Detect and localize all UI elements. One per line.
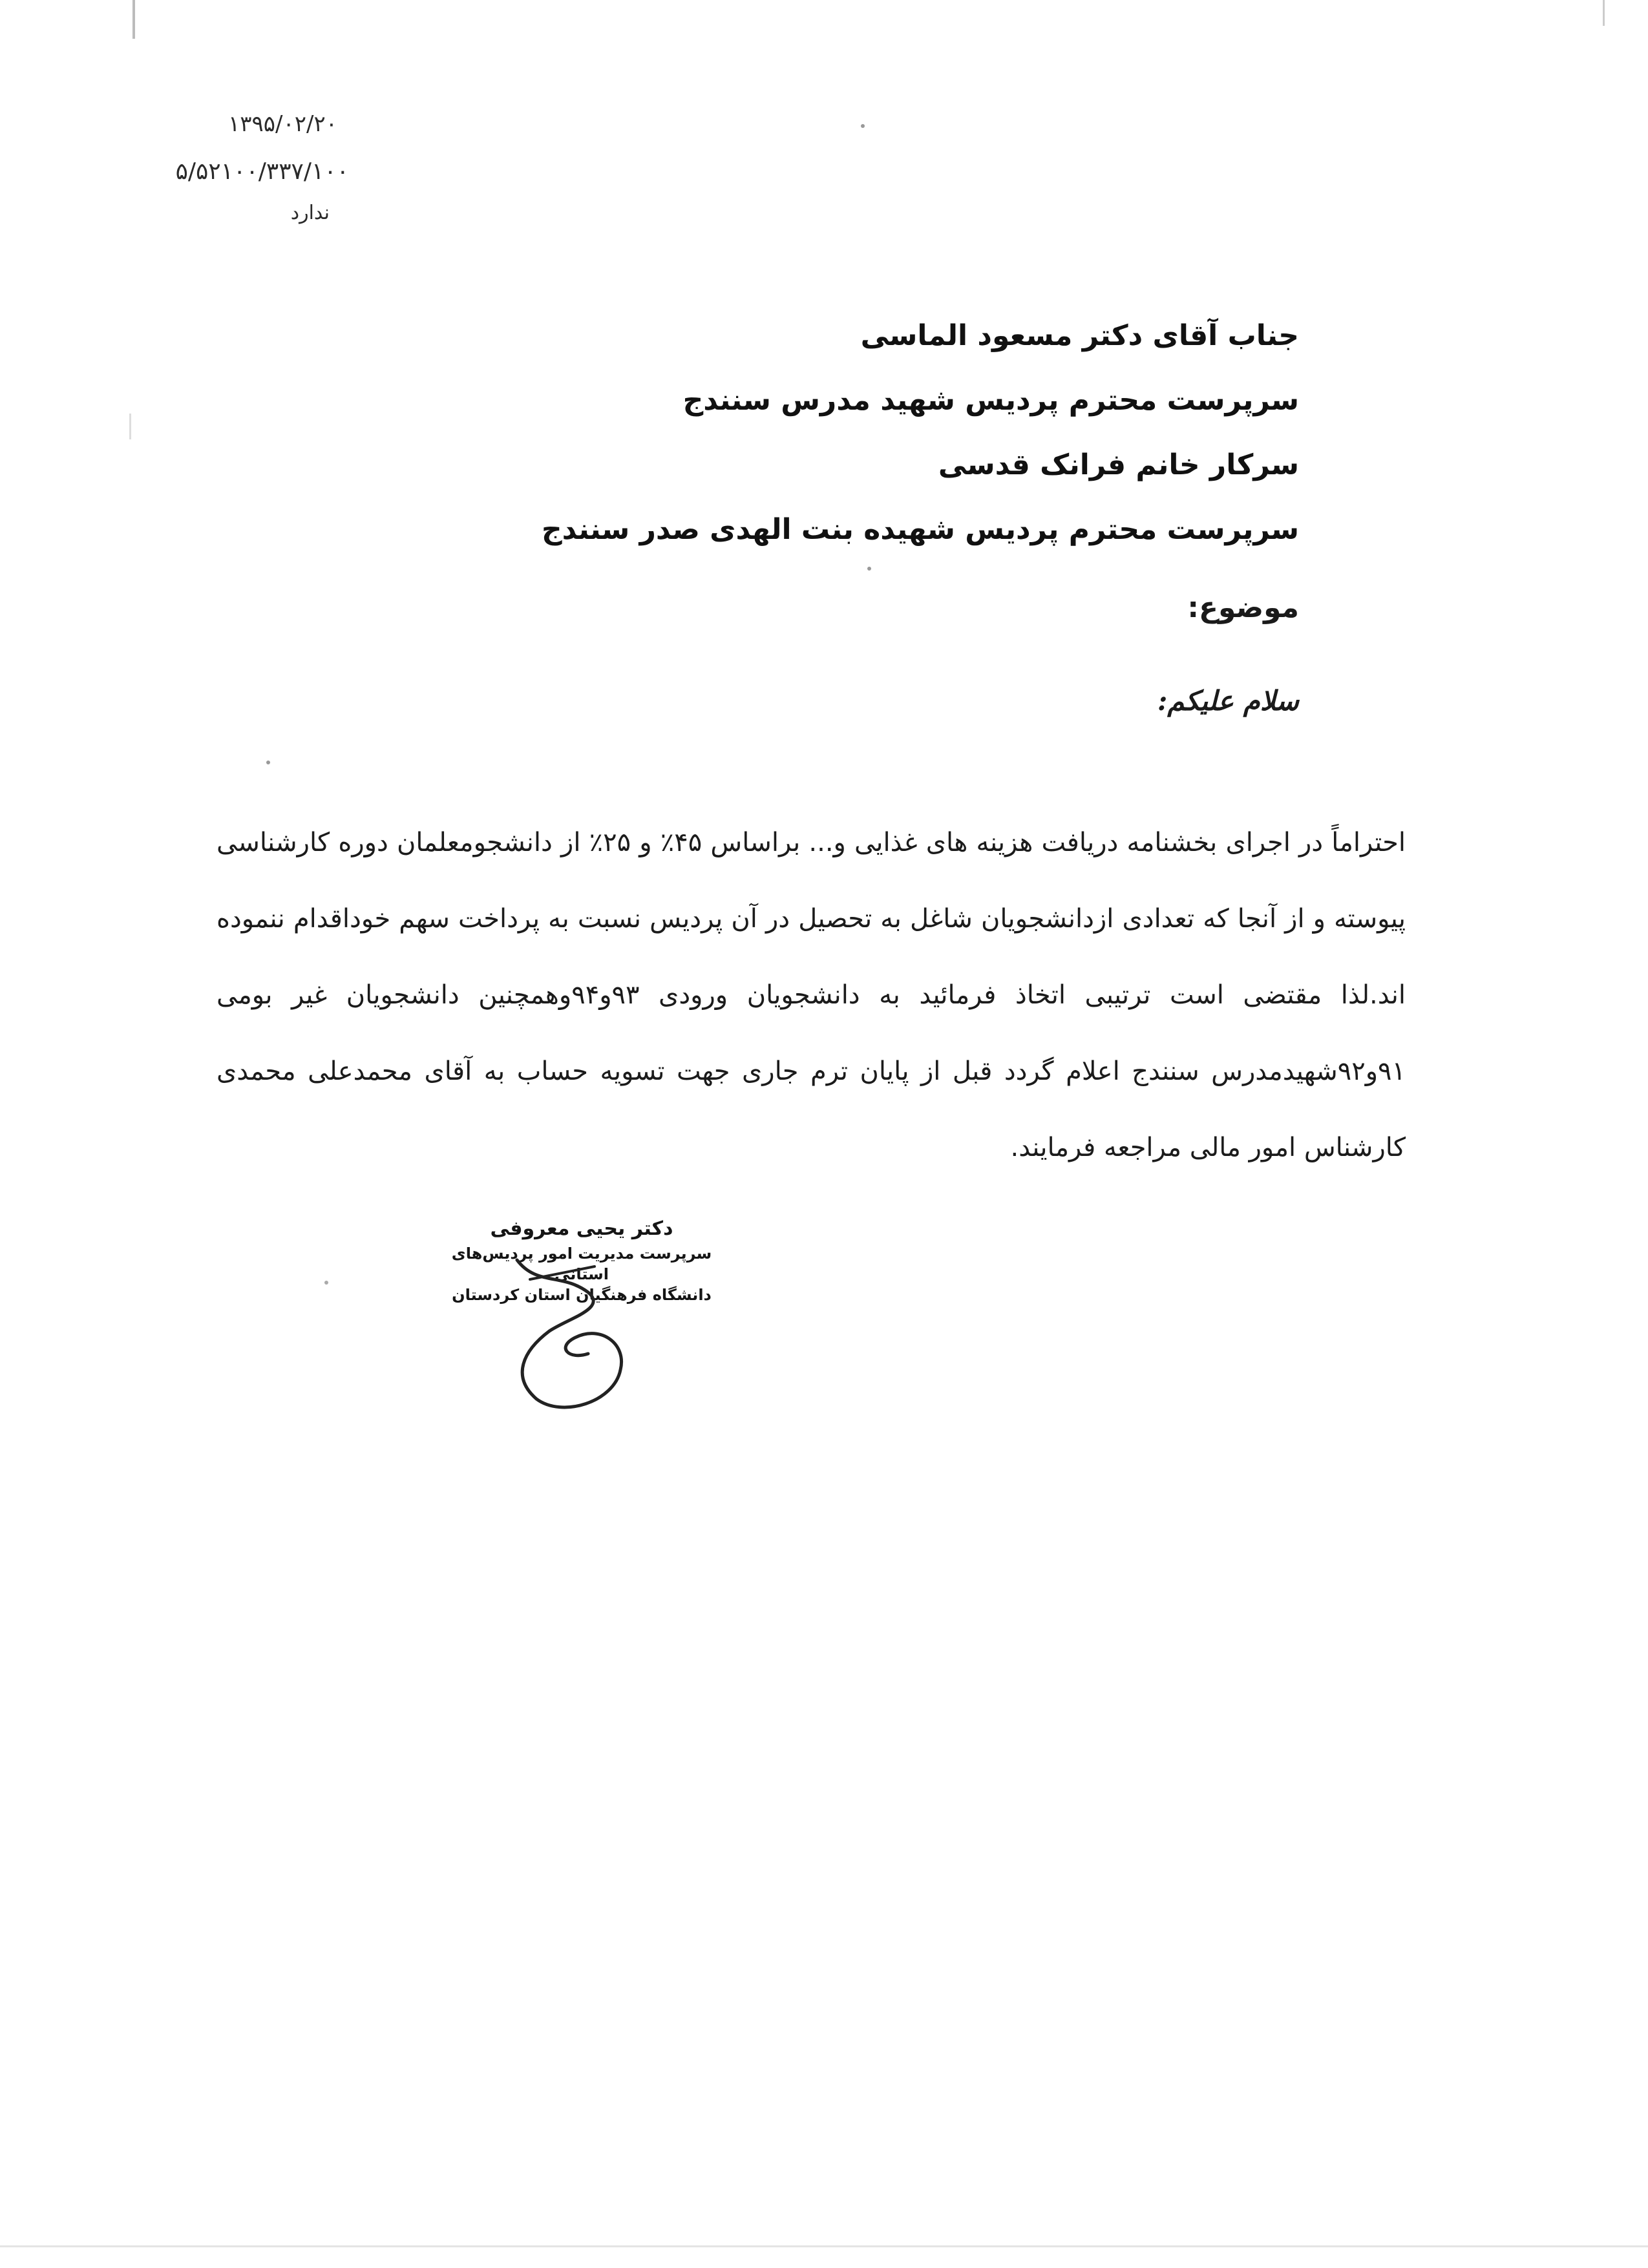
letter-number: ۵/۵۲۱۰۰/۳۳۷/۱۰۰ xyxy=(175,158,349,185)
addressee-line-2: سرپرست محترم پردیس شهید مدرس سنندج xyxy=(682,384,1299,417)
letter-date: ۱۳۹۵/۰۲/۲۰ xyxy=(227,111,337,137)
addressee-line-3: سرکار خانم فرانک قدسی xyxy=(938,448,1299,481)
signatory-name: دکتر یحیی معروفی xyxy=(490,1217,673,1240)
addressee-line-1: جناب آقای دکتر مسعود الماسی xyxy=(860,319,1299,352)
signatory-title: سرپرست مدیریت امور پردیس‌های استانی xyxy=(451,1244,712,1283)
letter-attachment: ندارد xyxy=(290,202,330,224)
signatory-organization: دانشگاه فرهنگیان استان کردستان xyxy=(452,1286,712,1304)
subject-label: موضوع: xyxy=(1187,591,1299,624)
addressee-line-4: سرپرست محترم پردیس شهیده بنت الهدی صدر سنندج xyxy=(541,513,1299,546)
letter-body: احتراماً در اجرای بخشنامه دریافت هزینه های غذایی و... براساس ۴۵٪ و ۲۵٪ از دانشجومعلمان دوره کارشناسی پیوسته و از آنجا که تعدادی ازدانشجویان شاغل به تحصیل در آن پردیس نسبت به پرداخت سهم خوداقدام ننموده اند.لذا مقتضی است ترتیبی اتخاذ فرمائید به دانشجویان ورودی ۹۳و۹۴وهمچنین دانشجویان غیر بومی ۹۱و۹۲شهیدمدرس سنندج اعلام گردد قبل از پایان ترم جاری جهت تسویه حساب به آقای محمدعلی محمدی کارشناس امور مالی مراجعه فرمایند. xyxy=(217,828,1406,1162)
greeting: سلام علیکم: xyxy=(1157,685,1299,717)
